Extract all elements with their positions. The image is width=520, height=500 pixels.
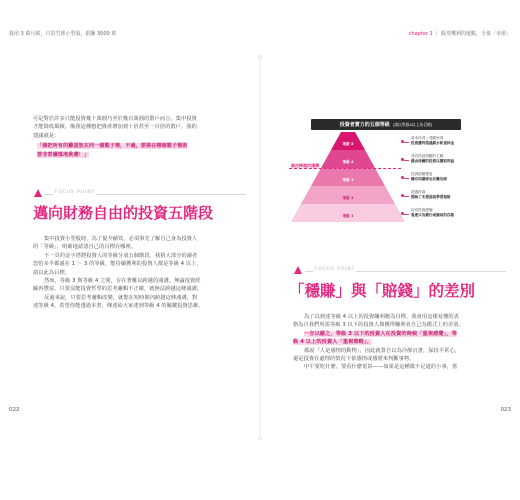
chapter-label: chapter 1 <box>408 31 433 37</box>
focus-rule <box>45 194 53 195</box>
level-2-description: 透過投資 開始了未想認真學習理財 <box>411 190 451 200</box>
intro-line: 建議就是： <box>33 132 60 139</box>
focus-point-label: FOCUS POINT <box>315 267 356 272</box>
body-line: 恐怕多半都還在 1 ～ 3 的等級，能持續獲利的投資人都是等級 4 以上， <box>33 261 202 268</box>
body-line: 反過來說，只要思考邏輯改變，就能在短時間內跨越這條鴻溝，對 <box>44 294 198 301</box>
level-5-leader <box>404 142 409 143</box>
focus-rule <box>305 271 313 272</box>
quote-line: 要非常謹慎地挑選！」 <box>37 151 89 158</box>
level-5-label: 等級 5 <box>342 142 354 146</box>
level-2-label: 等級 2 <box>342 196 354 200</box>
pyramid-title-bar <box>311 119 461 130</box>
body-line: 為了以到達等級 4 以上的投資賺利範為目標，我會用這樣易懂的表 <box>304 314 459 320</box>
level-5-description: 資本所得＞勞動所得 投資獲利超過薪水和退休金 <box>411 136 455 146</box>
body-line: 然而，等級 3 與等級 4 之間，存在著難以跨越的鴻溝。無論投資經 <box>44 278 201 285</box>
pyramid-tier-1 <box>291 204 405 222</box>
pyramid-subtitle: (請以等級4以上為目標) <box>392 122 433 127</box>
level-2-leader <box>404 196 409 197</box>
right-page <box>261 31 519 435</box>
level-4-label: 等級 4 <box>342 160 354 164</box>
quote-line: 「請把所有的雞蛋放在同一個籃子裡，不過，要裝在哪個籃子裡則 <box>37 143 188 149</box>
level-3-leader <box>404 178 409 179</box>
body-line: 級 4 以上的投資人「重視策略」。 <box>293 339 372 346</box>
level-4-leader <box>404 160 409 161</box>
intro-paragraph <box>33 115 243 140</box>
section-title: 邁向財務自由的投資五階段 <box>33 205 214 222</box>
level-1-leader <box>404 214 409 215</box>
focus-point-icon <box>33 188 43 198</box>
pyramid-tier-3 <box>311 168 385 186</box>
chapter-title: 股票獲利的運點，全靠「市值」 <box>440 31 511 37</box>
level-3-description: 投資經驗豐富 擁有知識卻也有賺有賠 <box>411 172 447 182</box>
left-page <box>1 31 259 435</box>
focus-point-icon <box>293 265 303 275</box>
level-3-label: 等級 3 <box>342 178 354 182</box>
body-line: 中午要吃什麼、要看什麼電影——如果是這種微不足道的小事，當 <box>304 364 458 371</box>
focus-point-label: FOCUS POINT <box>55 190 96 195</box>
body-line: 下一頁的金字塔將投資人的等級分成五個階段，我猜大部分的讀者 <box>44 252 198 259</box>
body-line: 還是投資在處理的情況下依感情或感覺來判斷事物。 <box>293 356 415 363</box>
section-title: 「穩賺」與「賠錢」的差別 <box>289 283 476 300</box>
level-1-label: 等級 1 <box>342 214 354 218</box>
left-page-number: 022 <box>9 407 20 413</box>
level-4-description: 具有投資判斷的主軸 藉由持續的投資以獲取利益 <box>411 154 455 164</box>
highlight-quote <box>37 142 242 159</box>
body-line: 格為自我們所需等級 3 以下的投資人與獲得賺利者自己為模式上的差別。 <box>293 322 464 329</box>
intro-line: 才能降低風險，像我這種想把資產增加到十倍甚至一百倍的散戶，我的 <box>33 124 197 131</box>
right-page-number: 023 <box>500 407 511 413</box>
body-line: 達等級 4。希望你能透過本書，傳達給大家達到等級 4 的關鍵投資思維。 <box>33 303 204 310</box>
body-text <box>293 313 507 372</box>
body-line: 一言以蔽之，等級 3 以下的投資人在投資的時候「重視感覺」，等 <box>304 330 457 337</box>
body-line: 請以此為目標。 <box>33 269 71 276</box>
focus-rule <box>356 271 506 272</box>
intro-line: 可是對於許多只能投資幾十萬圓乃至於幾百萬圓的散戶而言，集中投資 <box>33 116 197 122</box>
body-line: 的「等級」，明確地認清自己的目標在哪裡。 <box>33 244 137 251</box>
pyramid-tier-4 <box>321 150 375 168</box>
body-line: 集中投資小型股時，為了提升績效，必須事先了解自己身為投資人 <box>44 236 198 242</box>
left-running-head: 我用 3 萬月薪，只買雪球小型股，狠賺 3000 萬 <box>9 31 117 37</box>
right-running-head: chapter 1 ｜ 股票獲利的運點，全靠「市值」 <box>408 31 511 37</box>
body-text <box>33 235 245 311</box>
pyramid-tier-2 <box>301 186 395 204</box>
threshold-label: 無法跨越的鴻溝 <box>291 163 319 168</box>
pyramid-title: 投資者實力的五個等級 <box>339 122 390 128</box>
body-line: 都說「人是感情的動物」，因此就算自以為冷靜沉著，保持平常心， <box>304 347 461 354</box>
level-1-description: 沒有投資經驗 資產只有銀行或郵局的存款 <box>411 208 455 218</box>
body-line: 驗再豐富，只要沒能投資哲學的思考邏輯不正確，就無法跨越這條鴻溝。 <box>33 286 203 293</box>
pyramid-tier-5 <box>331 132 365 150</box>
focus-rule <box>96 194 246 195</box>
